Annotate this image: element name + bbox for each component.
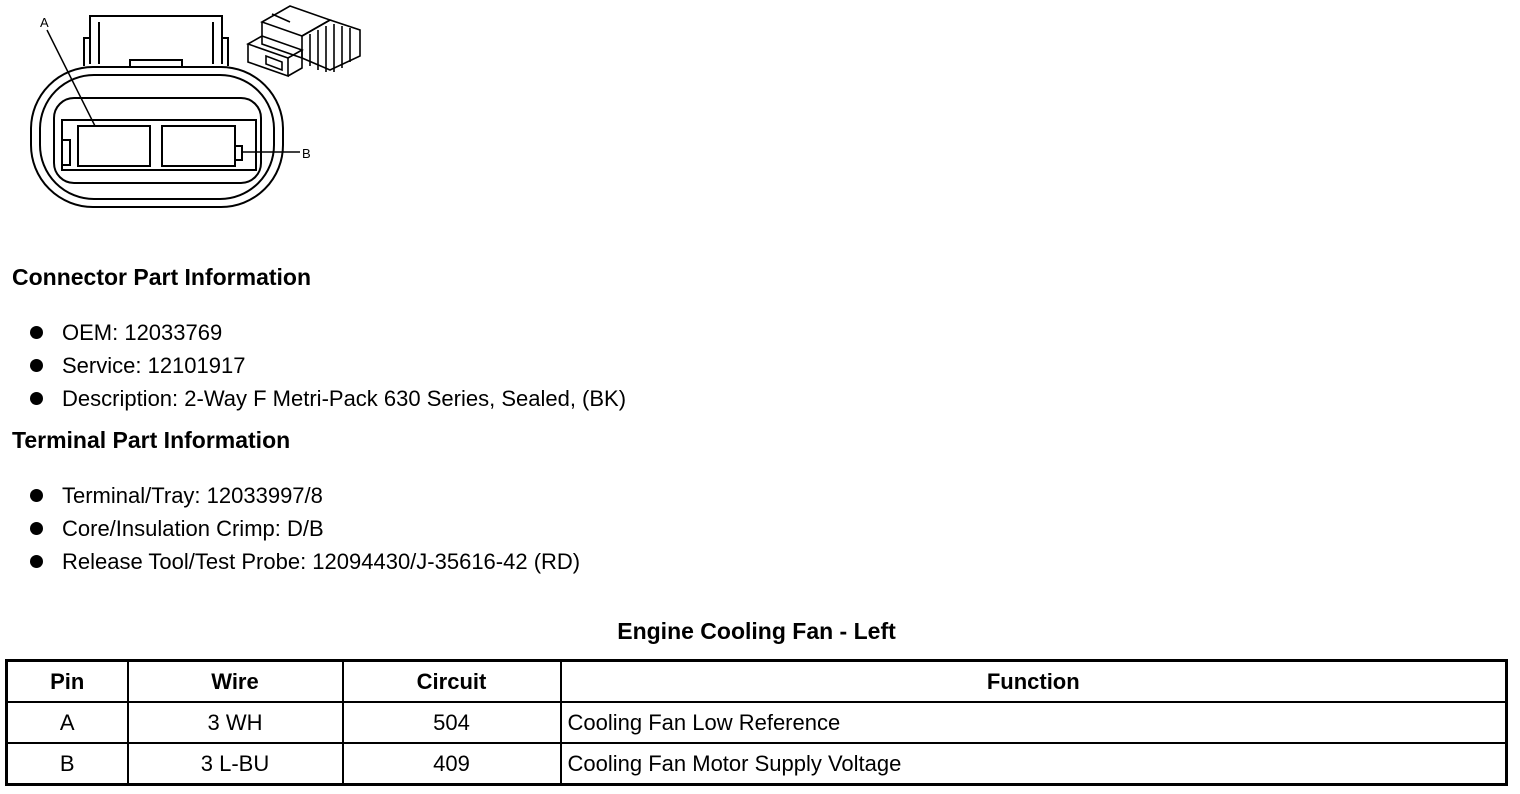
header-wire: Wire (128, 661, 343, 703)
header-pin: Pin (7, 661, 128, 703)
bullet-icon (30, 555, 43, 568)
release-tool: Release Tool/Test Probe: 12094430/J-35616-42 (RD) (62, 549, 581, 574)
list-item (0, 382, 626, 415)
table-header-row (7, 661, 1507, 703)
cell-pin: B (7, 743, 128, 785)
cell-circuit: 409 (343, 743, 561, 785)
oem-part-number: OEM: 12033769 (62, 320, 223, 345)
connector-iso-sketch (248, 6, 360, 76)
cell-function: Cooling Fan Low Reference (561, 702, 1507, 743)
pin-b-label: B (302, 146, 311, 161)
pinout-table (5, 659, 1508, 786)
table-row (7, 702, 1507, 743)
cell-wire: 3 WH (128, 702, 343, 743)
service-part-number: Service: 12101917 (62, 353, 246, 378)
table-caption: Engine Cooling Fan - Left (617, 618, 896, 644)
pin-a-label: A (40, 15, 49, 30)
list-item (0, 479, 580, 512)
list-item (0, 545, 580, 578)
cell-wire: 3 L-BU (128, 743, 343, 785)
cell-circuit: 504 (343, 702, 561, 743)
terminal-part-list (0, 479, 580, 578)
connector-part-heading: Connector Part Information (12, 264, 312, 290)
bullet-icon (30, 326, 43, 339)
connector-description: Description: 2-Way F Metri-Pack 630 Series, Sealed, (BK) (62, 386, 627, 411)
list-item (0, 316, 626, 349)
connector-diagram (0, 0, 380, 220)
table-row (7, 743, 1507, 785)
header-circuit: Circuit (343, 661, 561, 703)
terminal-part-heading: Terminal Part Information (12, 427, 291, 453)
terminal-tray: Terminal/Tray: 12033997/8 (62, 483, 323, 508)
cell-pin: A (7, 702, 128, 743)
header-function: Function (561, 661, 1507, 703)
bullet-icon (30, 522, 43, 535)
cell-function: Cooling Fan Motor Supply Voltage (561, 743, 1507, 785)
list-item (0, 349, 626, 382)
core-insulation-crimp: Core/Insulation Crimp: D/B (62, 516, 324, 541)
bullet-icon (30, 489, 43, 502)
bullet-icon (30, 392, 43, 405)
connector-part-list (0, 316, 626, 415)
bullet-icon (30, 359, 43, 372)
list-item (0, 512, 580, 545)
